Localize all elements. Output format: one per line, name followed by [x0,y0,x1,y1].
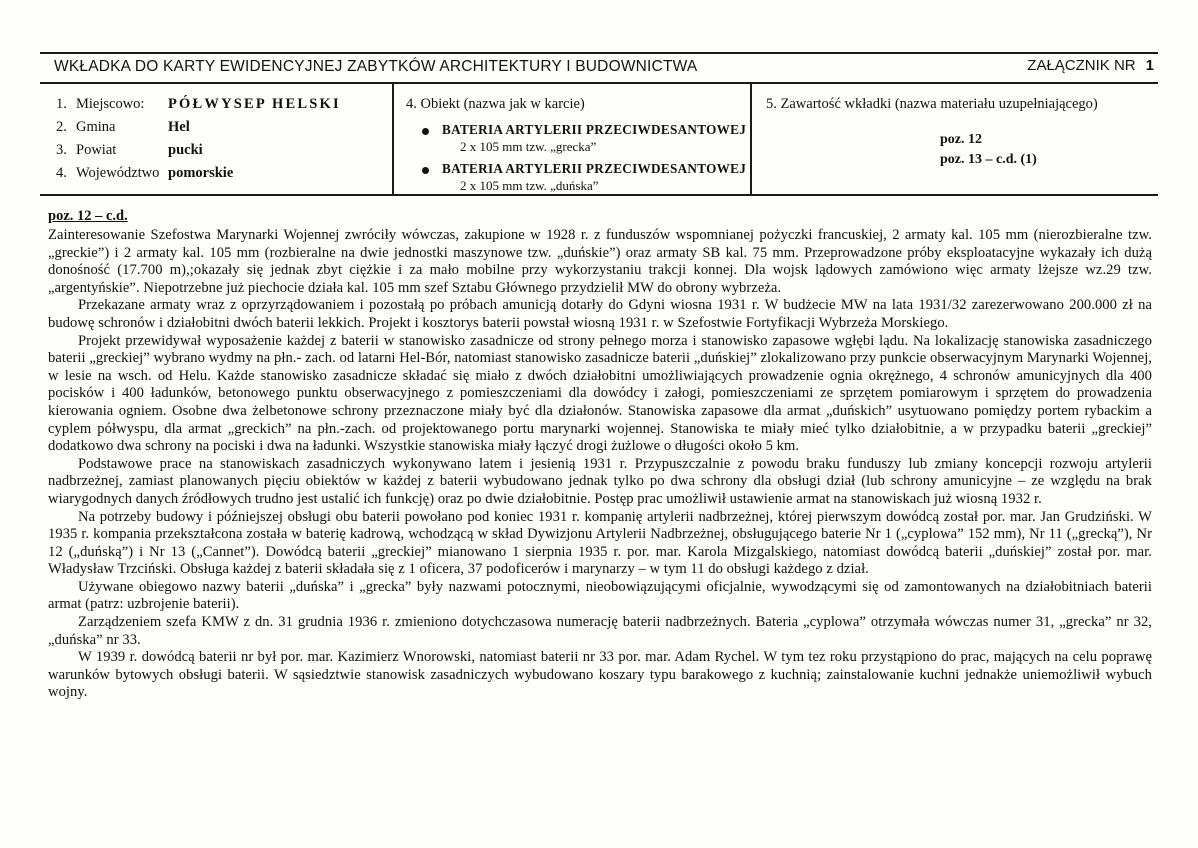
body-text [48,208,1152,702]
page-title: WKŁADKA DO KARTY EWIDENCYJNEJ ZABYTKÓW ARCHITEKTURY I BUDOWNICTWA [54,58,698,75]
row-label: Powiat [76,142,117,158]
row-label: Gmina [76,119,116,135]
info-table [40,84,1158,194]
object-item-caliber: 2 x 105 mm tzw. „grecka” [460,139,597,154]
content-column [750,84,1158,194]
section-heading: poz. 12 – c.d. [48,208,128,224]
object-column [392,84,750,194]
row-index: 2. [56,119,67,135]
annex-label: ZAŁĄCZNIK NR [1027,57,1136,74]
annex-number: 1 [1145,57,1154,74]
paragraph: Podstawowe prace na stanowiskach zasadniczych wykonywano latem i jesienią 1931 r. Przypuszczalnie z powodu braku funduszy lub zmiany koncepcji rozwoju artylerii nadbrzeżnej, zamiast planowanych pięciu obiektów w każdej z baterii wybudowano jednak tylko po dwa schrony dla obsługi dział (lub schrony amunicyjne – ze względu na brak wiarygodnych danych źródłowych trudno jest ustalić ich funkcję) oraz po dwie działobitnie. Postęp prac umożliwił ustawienie armat na stanowiskach już wiosną 1932 r. [48,455,1152,507]
row-index: 3. [56,142,67,158]
row-label: Miejscowo: [76,96,145,112]
content-line: poz. 13 – c.d. (1) [940,152,1037,167]
location-row-county [56,142,203,159]
location-row-commune [56,119,190,136]
object-item-caliber: 2 x 105 mm tzw. „duńska” [460,178,599,193]
paragraph: Projekt przewidywał wyposażenie każdej z baterii w stanowisko zasadnicze od strony pełnego morza i stanowisko zapasowe wgłębi lądu. Na lokalizację stanowiska zasadniczego baterii „greckiej” wybrano wydmy na płn.- zach. od latarni Hel-Bór, natomiast stanowisko zasadnicze baterii „duńskiej” zlokalizowano przy punkcie obserwacyjnym Marynarki Wojennej, w lesie na wsch. od Helu. Każde stanowisko zasadnicze składać się miało z dwóch działobitni umożliwiających prowadzenie ognia okrężnego, 4 schronów amunicyjnych dla 400 pocisków i 400 ładunków, betonowego punktu obserwacyjnego z pomieszczeniami dla dowódcy i załogi, pomieszczeniami ze sprzętem pomiarowym i sprzętem do prowadzenia kierowania ogniem. Osobne dwa żelbetonowe schrony przeznaczone miały być dla działonów. Stanowiska zapasowe dla armat „duńskich” usytuowano pomiędzy portem rybackim a cyplem półwyspu, dla armat „greckich” na płn.-zach. od projektowanego portu marynarki wojennej. Stanowiska te miały mieć tylko działobitnie, a w przypadku baterii „greckiej” dodatkowo dwa schrony na pociski i dwa na ładunki. Wszystkie stanowiska miały łączyć drogi żużlowe o długości około 5 km. [48,332,1152,455]
row-value: pucki [168,142,203,158]
paragraph: W 1939 r. dowódcą baterii nr był por. mar. Kazimierz Wnorowski, natomiast baterii nr 33 por. mar. Adam Rychel. W tym tez roku przystąpiono do prac, mających na celu poprawę warunków bytowych obsługi baterii. W sąsiedztwie stanowisk zasadniczych wybudowano koszary typu barakowego z kuchnią; zainstalowanie kuchni jednakże uniemożliwił wybuch wojny. [48,649,1152,701]
object-item-name: BATERIA ARTYLERII PRZECIWDESANTOWEJ [442,122,747,137]
row-label: Województwo [76,165,160,181]
row-value: Hel [168,119,190,135]
paragraph: Zainteresowanie Szefostwa Marynarki Wojennej zwróciły wówczas, zakupione w 1928 r. z funduszów wspomnianej pożyczki francuskiej, 2 armaty kal. 105 mm (nierozbieralne tzw. „greckie”) i 2 armaty kal. 105 mm (rozbieralne na dwie jednostki maszynowe tzw. „duńskie”) oraz armaty SB kal. 75 mm. Przeprowadzone próby eksploatacyjne wykazały ich dużą donośność (17.700 m),;okazały się jednak zbyt ciężkie i za mało mobilne przy wykorzystaniu trakcji konnej. Dla wojsk lądowych zamówiono więc armaty lżejsze wz.29 tzw. „argentyńskie”. Niepotrzebne już piechocie działa kal. 105 mm szef Sztabu Głównego przydzielił MW do obrony wybrzeża. [48,227,1152,296]
header-top-rule [40,52,1158,54]
paragraph: Używane obiegowo nazwy baterii „duńska” i „grecka” były nazwami potocznymi, nieobowiązującymi oficjalnie, wywodzącymi się od zamontowanych na działobitniach baterii armat (patrz: uzbrojenie baterii). [48,578,1152,613]
annex-label-group [1027,57,1154,74]
location-row-town [56,96,341,113]
row-index: 4. [56,165,67,181]
paragraph: Zarządzeniem szefa KMW z dn. 31 grudnia 1936 r. zmieniono dotychczasowa numerację baterii nadbrzeżnych. Bateria „cyplowa” otrzymała wówczas numer 31, „grecka” nr 32, „duńska” nr 33. [48,614,1152,648]
object-column-title: 4. Obiekt (nazwa jak w karcie) [406,96,585,112]
paragraph: Przekazane armaty wraz z oprzyrządowaniem i pozostałą po próbach amunicją dotarły do Gdyni wiosna 1931 r. W budżecie MW na lata 1931/32 zarezerwowano 200.000 zł na budowę schronów i działobitni dwóch baterii lekkich. Projekt i kosztorys baterii powstał wiosną 1931 r. w Szefostwie Fortyfikacji Wybrzeża Morskiego. [48,297,1152,331]
location-column [40,84,392,194]
content-line: poz. 12 [940,132,982,147]
content-column-title: 5. Zawartość wkładki (nazwa materiału uzupełniającego) [766,96,1098,112]
row-value: pomorskie [168,165,234,181]
location-row-voivodeship [56,165,233,182]
bullet-dot-icon [422,167,429,174]
row-value: PÓŁWYSEP HELSKI [168,96,341,112]
info-table-bottom-rule [40,194,1158,196]
bullet-dot-icon [422,128,429,135]
object-item-name: BATERIA ARTYLERII PRZECIWDESANTOWEJ [442,161,747,176]
row-index: 1. [56,96,67,112]
paragraph: Na potrzeby budowy i późniejszej obsługi obu baterii powołano pod koniec 1931 r. kompanię artylerii nadbrzeżnej, której pierwszym dowódcą został por. mar. Jan Grudziński. W 1935 r. kompania przekształcona została w baterię kadrową, wchodzącą w skład Dywizjonu Artylerii Nadbrzeżnej, obsługującego baterie Nr 1 („cyplowa” 152 mm), Nr 11 („grecką”), Nr 12 („duńską”) i Nr 13 („Cannet”). Dowódcą baterii „greckiej” mianowano 1 sierpnia 1935 r. por. mar. Karola Mizgalskiego, natomiast dowódcą baterii „duńskiej” został por. mar. Władysław Trzciński. Obsługa każdej z baterii składała się z 1 oficera, 37 podoficerów i marynarzy – w tym 11 do obsługi każdego z dział. [48,508,1153,578]
